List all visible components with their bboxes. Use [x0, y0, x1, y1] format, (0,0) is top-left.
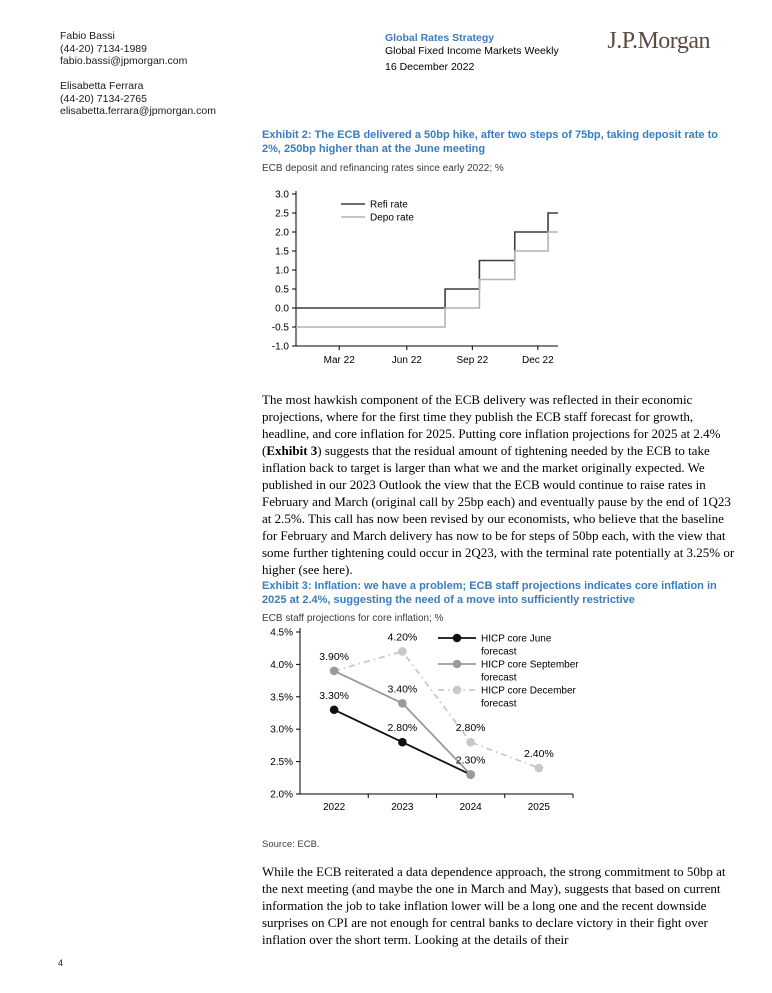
- data-label: 3.90%: [319, 650, 350, 663]
- author-email: fabio.bassi@jpmorgan.com: [60, 55, 188, 67]
- author-name: Elisabetta Ferrara: [60, 80, 144, 92]
- publication-strategy: Global Rates Strategy: [385, 32, 495, 44]
- paragraph-text: The most hawkish component of the ECB delivery was reflected in their economic projections, where for the first time they publish the ECB staff forecast for growth, headline, and core inflation for 2025. Putting core inflation projections for 2025 at 2.4% (: [262, 392, 721, 458]
- y-tick-label: 2.5: [275, 208, 289, 220]
- y-tick-label: 4.0%: [270, 659, 293, 671]
- y-tick-label: 0.0: [275, 303, 289, 315]
- legend-marker: [453, 634, 462, 643]
- ecb-rates-step-chart: [262, 186, 562, 382]
- y-tick-label: 3.5%: [270, 692, 293, 704]
- data-point: [466, 770, 475, 779]
- data-label: 2.80%: [387, 722, 418, 735]
- body-paragraph-2: While the ECB reiterated a data dependence approach, the strong commitment to 50bp at the next meeting (and maybe the one in March and May), suggests that based on current information the job to take inflation lower will be a long one and the recent downside surprises on CPI are not enough for central banks to declare victory in their fight over inflation over the short term. Looking at the details of their: [262, 864, 726, 947]
- author-phone: (44-20) 7134-1989: [60, 42, 147, 55]
- data-point: [398, 647, 407, 656]
- data-label: 3.40%: [387, 683, 418, 696]
- y-tick-label: -1.0: [271, 341, 289, 353]
- data-label: 2.30%: [455, 754, 486, 767]
- paragraph-text: ) suggests that the residual amount of tightening needed by the ECB to take inflation back to target is larger than what we and the market originally expected. We published in our 2023 Outlook the view that the ECB would continue to raise rates in February and March (original call by 25bp each) and eventually pause by the end of 1Q23 at 2.5%. This call has now been revised by our economists, who believe that the baseline for February and March delivery has now to be for steps of 50bp each, with the view that some further tightening could occur in 2Q23, with the terminal rate potentially at 3.25% or higher (see here).: [262, 443, 735, 577]
- data-label: 2.80%: [455, 722, 486, 735]
- y-tick-label: 3.0: [275, 189, 289, 201]
- publication-series: Global Fixed Income Markets Weekly: [385, 45, 559, 57]
- y-tick-label: 4.5%: [270, 627, 293, 639]
- exhibit3-title: Exhibit 3: Inflation: we have a problem; ECB staff projections indicates core inflation in 2025 at 2.4%, suggesting the need of a move into sufficiently restrictive: [262, 580, 717, 606]
- x-tick-label: 2025: [527, 802, 550, 813]
- data-point: [398, 699, 407, 708]
- x-tick-label: 2023: [391, 802, 414, 813]
- x-tick-label: Sep 22: [456, 355, 489, 366]
- data-point: [330, 705, 339, 714]
- y-tick-label: 3.0%: [270, 724, 293, 736]
- y-tick-label: 0.5: [275, 284, 289, 296]
- legend-marker: [453, 686, 462, 695]
- legend-label: HICP core September: [481, 659, 579, 671]
- exhibit2-subtitle: ECB deposit and refinancing rates since early 2022; %: [262, 163, 504, 174]
- legend-label: forecast: [481, 672, 517, 684]
- series-line-refi-rate: [296, 213, 558, 308]
- page-number: 4: [58, 958, 64, 968]
- y-tick-label: 2.0: [275, 227, 289, 239]
- x-tick-label: 2022: [323, 802, 346, 813]
- legend-label: Depo rate: [370, 212, 414, 224]
- chart-source: Source: ECB.: [262, 839, 320, 850]
- exhibit2-title: Exhibit 2: The ECB delivered a 50bp hike, after two steps of 75bp, taking deposit rate to 2%, 250bp higher than at the June meeting: [262, 129, 718, 155]
- y-tick-label: -0.5: [271, 322, 289, 334]
- author-name: Fabio Bassi: [60, 30, 115, 42]
- data-label: 4.20%: [387, 631, 418, 644]
- data-point: [466, 738, 475, 747]
- exhibit3-subtitle: ECB staff projections for core inflation; %: [262, 613, 444, 624]
- data-label: 2.40%: [523, 748, 554, 761]
- y-tick-label: 2.5%: [270, 757, 293, 769]
- data-point: [398, 738, 407, 747]
- legend-label: HICP core June: [481, 633, 552, 645]
- y-tick-label: 1.5: [275, 246, 289, 258]
- legend-marker: [453, 660, 462, 669]
- jpmorgan-logo: J.P.Morgan: [607, 28, 710, 54]
- exhibit3-reference: Exhibit 3: [266, 443, 318, 458]
- publication-date: 16 December 2022: [385, 61, 475, 73]
- legend-label: forecast: [481, 646, 517, 658]
- series-line-depo-rate: [296, 232, 558, 327]
- legend-label: Refi rate: [370, 199, 408, 211]
- x-tick-label: Mar 22: [323, 355, 355, 366]
- data-point: [535, 764, 544, 773]
- y-tick-label: 1.0: [275, 265, 289, 277]
- body-paragraph-1: [262, 391, 738, 578]
- author-phone: (44-20) 7134-2765: [60, 92, 147, 105]
- data-point: [330, 667, 339, 676]
- author-block-1: [60, 30, 187, 68]
- x-tick-label: Jun 22: [391, 355, 422, 366]
- legend-label: HICP core December: [481, 685, 576, 697]
- author-email: elisabetta.ferrara@jpmorgan.com: [60, 105, 216, 117]
- x-tick-label: 2024: [459, 802, 482, 813]
- publication-block: [385, 32, 559, 74]
- data-label: 3.30%: [319, 689, 350, 702]
- core-inflation-forecast-chart: [260, 622, 594, 824]
- author-block-2: [60, 80, 216, 118]
- legend-label: forecast: [481, 698, 517, 710]
- y-tick-label: 2.0%: [270, 789, 293, 801]
- x-tick-label: Dec 22: [521, 355, 554, 366]
